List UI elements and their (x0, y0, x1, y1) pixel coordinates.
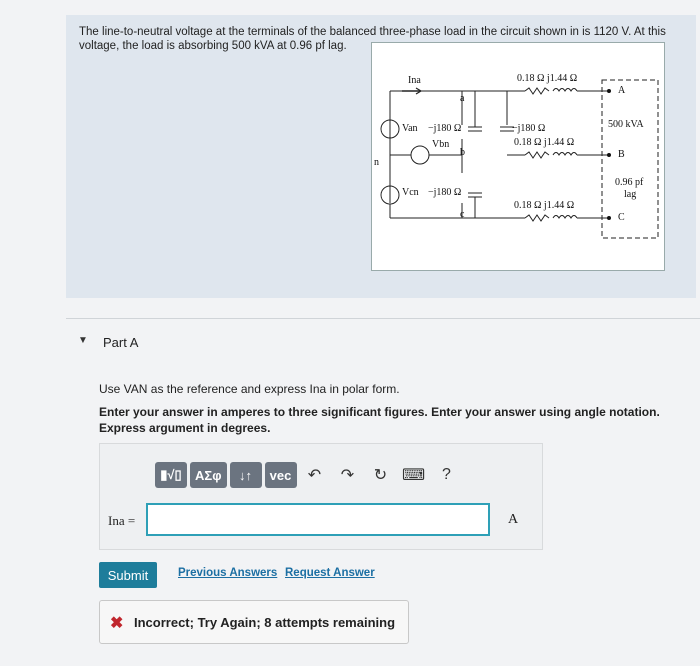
label-line-b: 0.18 Ω j1.44 Ω (514, 137, 575, 148)
request-answer-link[interactable]: Request Answer (285, 567, 375, 579)
label-load-pf: 0.96 pf (615, 177, 644, 188)
answer-label: Ina = (108, 513, 136, 528)
feedback-text: Incorrect; Try Again; 8 attempts remaining (134, 615, 396, 630)
label-term-c: C (618, 212, 625, 223)
label-load-kva: 500 kVA (608, 119, 644, 130)
label-load-lag: lag (624, 189, 637, 200)
reset-icon[interactable]: ↻ (373, 467, 388, 484)
undo-icon[interactable]: ↶ (307, 467, 322, 484)
problem-statement: The line-to-neutral voltage at the terminals of the balanced three-phase load in the circuit shown in is 1120 V. At this voltage, the load is absorbing 500 kVA at 0.96 pf lag. (79, 26, 666, 52)
help-icon[interactable]: ? (442, 466, 451, 483)
label-node-b: b (460, 147, 465, 158)
label-line-a: 0.18 Ω j1.44 Ω (517, 73, 578, 84)
templates-button[interactable]: ▮√▯ (155, 462, 187, 488)
label-node-c: c (460, 209, 465, 220)
label-cap-mid: −j180 Ω (512, 123, 546, 134)
section-divider (66, 318, 700, 319)
feedback-box (99, 600, 409, 644)
math-toolbar (155, 462, 462, 488)
label-node-a: a (460, 93, 465, 104)
sort-button[interactable]: ↓↑ (230, 462, 262, 488)
greek-symbols-button[interactable]: AΣφ (190, 462, 227, 488)
instruction-format: Enter your answer in amperes to three significant figures. Enter your answer using angle notation. Express argument in degrees. (99, 405, 660, 435)
circuit-figure (371, 42, 665, 271)
submit-button[interactable]: Submit (99, 562, 157, 588)
vector-button[interactable]: vec (265, 462, 297, 488)
redo-icon[interactable]: ↷ (340, 467, 355, 484)
instruction-reference: Use VAN as the reference and express Ina in polar form. (99, 382, 400, 396)
answer-unit: A (508, 512, 519, 527)
answer-input[interactable] (146, 503, 490, 536)
label-term-b: B (618, 149, 625, 160)
previous-answers-link[interactable]: Previous Answers (178, 567, 278, 579)
label-vcn: Vcn (402, 187, 419, 198)
source-b (411, 146, 429, 164)
part-title[interactable]: Part A (103, 335, 139, 350)
triangle-down-icon[interactable]: ▼ (78, 335, 88, 346)
keyboard-icon[interactable]: ⌨ (401, 467, 426, 484)
incorrect-icon: ✖ (110, 615, 124, 632)
label-term-a: A (618, 85, 626, 96)
label-van: Van (402, 123, 418, 134)
label-cap-c: −j180 Ω (428, 187, 462, 198)
label-node-n: n (374, 157, 379, 168)
label-vbn: Vbn (432, 139, 450, 150)
label-cap-a: −j180 Ω (428, 123, 462, 134)
label-i-na: Ina (408, 75, 421, 86)
label-line-c: 0.18 Ω j1.44 Ω (514, 200, 575, 211)
